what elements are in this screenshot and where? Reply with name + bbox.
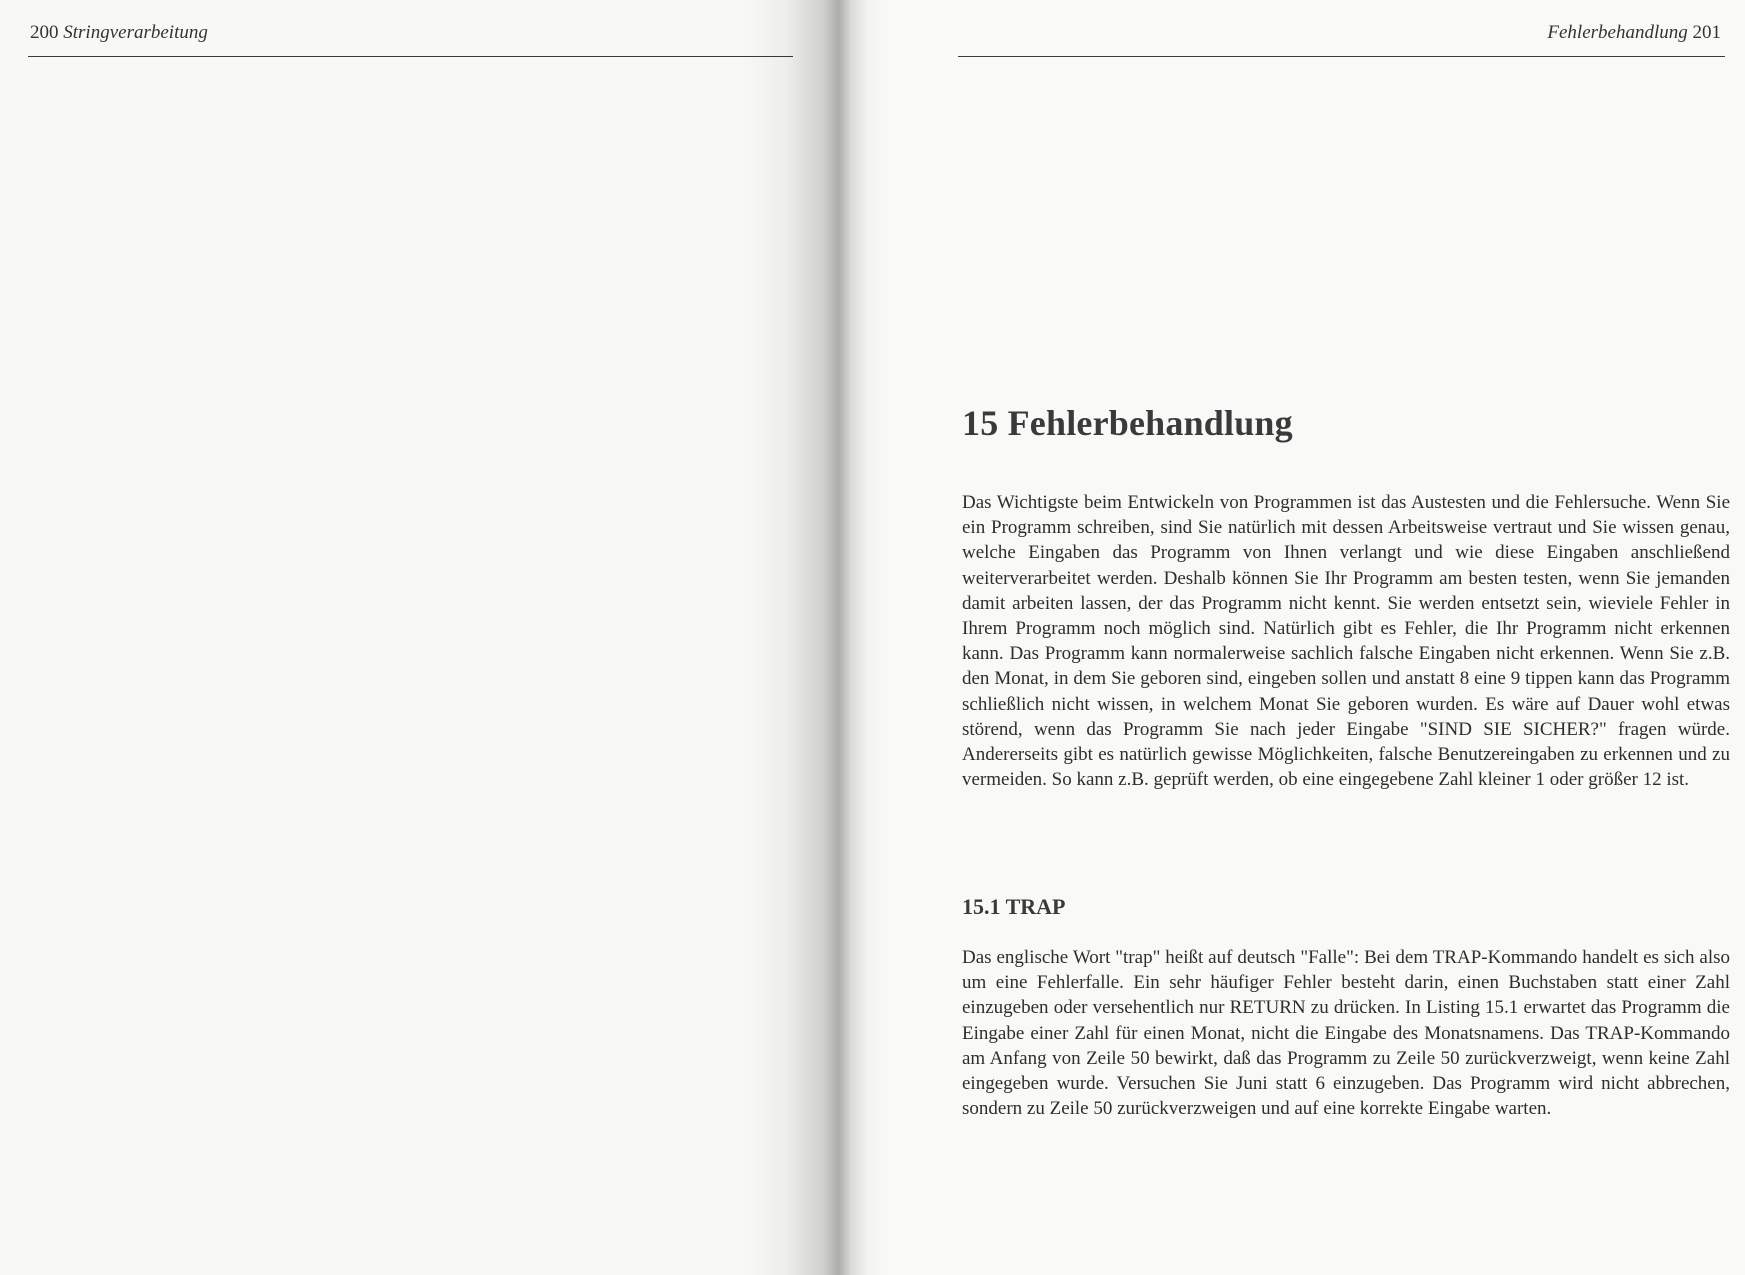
intro-paragraph: Das Wichtigste beim Entwickeln von Programmen ist das Austesten und die Fehlersuche. Wenn Sie ein Programm schreiben, sind Sie natürlich mit dessen Arbeitsweise vertraut und Sie wissen genau, welche Eingaben das Programm von Ihnen verlangt und wie diese Eingaben anschließend weiterverarbeitet werden. Deshalb können Sie Ihr Programm am besten testen, wenn Sie jemanden damit arbeiten lassen, der das Programm nicht kennt. Sie werden entsetzt sein, wieviele Fehler in Ihrem Programm noch möglich sind. Natürlich gibt es Fehler, die Ihr Programm nicht erkennen kann. Das Programm kann normalerweise sachlich falsche Eingaben nicht erkennen. Wenn Sie z.B. den Monat, in dem Sie geboren sind, eingeben sollen und anstatt 8 eine 9 tippen kann das Programm schließlich nicht wissen, in welchem Monat Sie geboren wurden. Es wäre auf Dauer wohl etwas störend, wenn das Programm Sie nach jeder Eingabe "SIND SIE SICHER?" fragen würde. Andererseits gibt es natürlich gewisse Möglichkeiten, falsche Benutzereingaben zu erkennen und zu vermeiden. So kann z.B. geprüft werden, ob eine eingegebene Zahl kleiner 1 oder größer 12 ist. <box>962 492 1730 791</box>
chapter-title: 15 Fehlerbehandlung <box>962 403 1293 443</box>
left-page <box>0 0 850 1275</box>
left-running-title: Stringverarbeitung <box>63 22 208 43</box>
right-page-number: 201 <box>1692 22 1721 43</box>
left-page-number: 200 <box>30 22 59 43</box>
left-header-rule <box>28 56 793 57</box>
right-header-rule <box>958 56 1725 57</box>
right-running-head <box>1547 22 1721 44</box>
right-running-title: Fehlerbehandlung <box>1547 22 1688 43</box>
left-running-head <box>30 22 208 44</box>
section-title: 15.1 TRAP <box>962 894 1066 919</box>
section-paragraph: Das englische Wort "trap" heißt auf deutsch "Falle": Bei dem TRAP-Kommando handelt es sich also um eine Fehlerfalle. Ein sehr häufiger Fehler besteht darin, einen Buchstaben statt einer Zahl einzugeben oder versehentlich nur RETURN zu drücken. In Listing 15.1 erwartet das Programm die Eingabe einer Zahl für einen Monat, nicht die Eingabe des Monatsnamens. Das TRAP-Kommando am Anfang von Zeile 50 bewirkt, daß das Programm zu Zeile 50 zurückverzweigt, wenn keine Zahl eingegeben wurde. Versuchen Sie Juni statt 6 einzugeben. Das Programm wird nicht abbrechen, sondern zu Zeile 50 zurückverzweigen und auf eine korrekte Eingabe warten. <box>962 947 1730 1120</box>
